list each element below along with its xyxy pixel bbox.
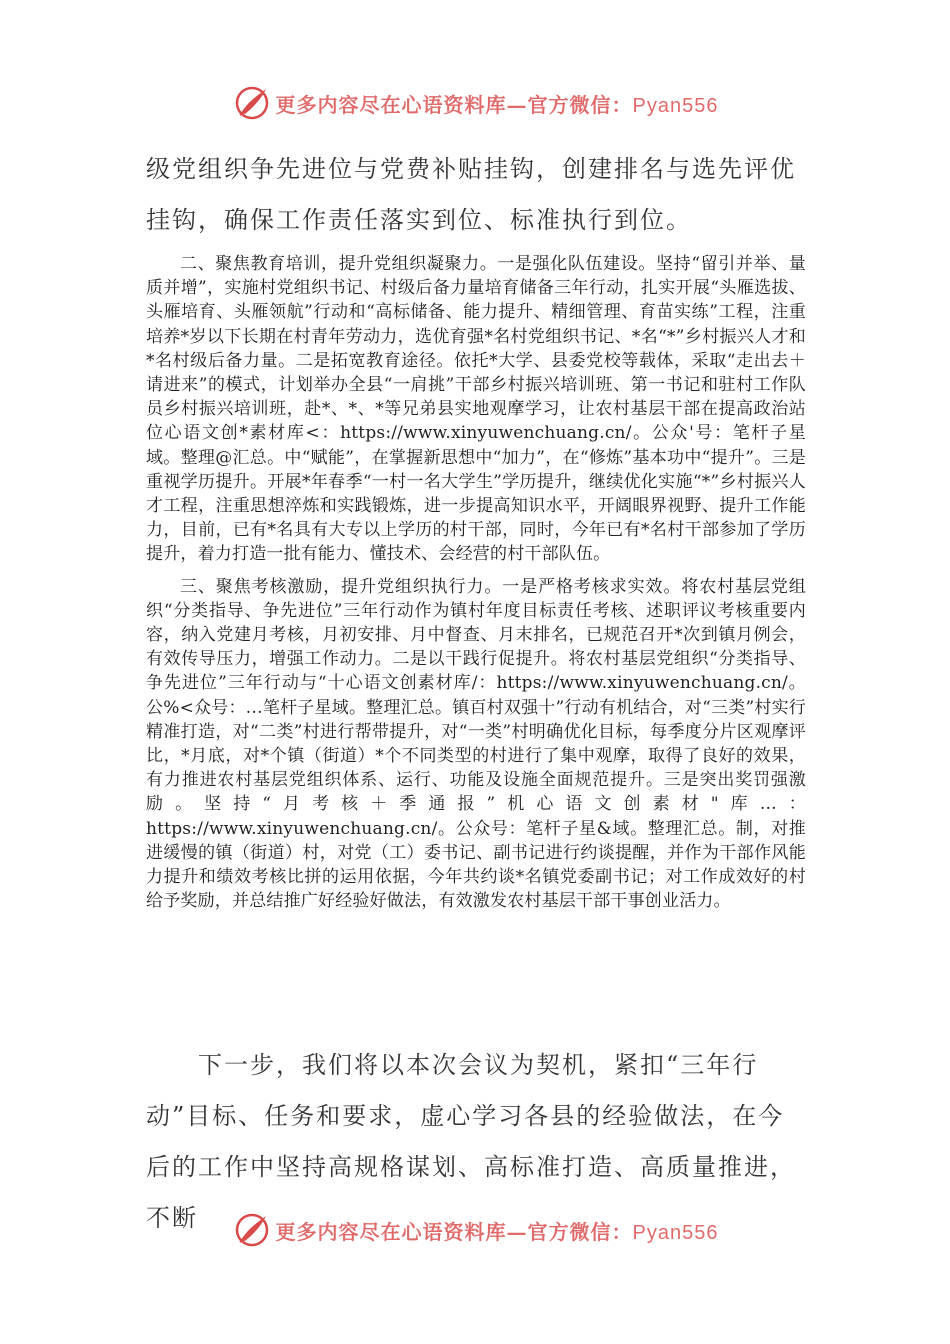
section-3-paragraph: 三、聚焦考核激励，提升党组织执行力。一是严格考核求实效。将农村基层党组织“分类指导、争先进位”三年行动作为镇村年度目标责任考核、述职评议考核重要内容，纳入党建月考核，月初安排、月中督查、月末排名，已规范召开*次到镇月例会，有效传导压力，增强工作动力。二是以干践行促提升。将农村基层党组织“分类指导、争先进位”三年行动与“十心语文创素材库/：https://www.xinyuwenchuang.cn/。公%<众号：…笔杆子星域。整理汇总。镇百村双强十”行动有机结合，对“三类”村实行精准打造，对“二类”村进行帮带提升，对“一类”村明确优化目标，每季度分片区观摩评比，*月底，对*个镇（街道）*个不同类型的村进行了集中观摩，取得了良好的效果，有力推进农村基层党组织体系、运行、功能及设施全面规范提升。三是突出奖罚强激励。坚持“月考核＋季通报”机心语文创素材"库…：https://www.xinyuwenchuang.cn/。公众号：笔杆子星&域。整理汇总。制，对推进缓慢的镇（街道）村，对党（工）委书记、副书记进行约谈提醒，并作为干部作风能力提升和绩效考核比拼的运用依据，今年共约谈*名镇党委副书记；对工作成效好的村给予奖励，并总结推广好经验好做法，有效激发农村基层干部干事创业活力。 xyxy=(146,576,806,912)
banner-text: 更多内容尽在心语资料库—官方微信：Pyan556 xyxy=(275,1219,719,1244)
closing-paragraph: 下一步，我们将以本次会议为契机，紧扣“三年行动”目标、任务和要求，虚心学习各县的经验做法，在今后的工作中坚持高规格谋划、高标准打造、高质量推进，不断 xyxy=(146,1051,796,1232)
quill-logo-icon xyxy=(232,1210,272,1250)
footer-banner xyxy=(0,1208,950,1252)
quill-logo-icon xyxy=(232,83,272,123)
header-banner xyxy=(0,81,950,125)
section-2-paragraph: 二、聚焦教育培训，提升党组织凝聚力。一是强化队伍建设。坚持“留引并举、量质并增”，实施村党组织书记、村级后备力量培育储备三年行动，扎实开展“头雁选拔、头雁培育、头雁领航”行动和“高标储备、能力提升、精细管理、育苗实练”工程，注重培养*岁以下长期在村青年劳动力，选优育强*名村党组织书记、*名“*”乡村振兴人才和*名村级后备力量。二是拓宽教育途径。依托*大学、县委党校等载体，采取“走出去＋请进来”的模式，计划举办全县“一肩挑”干部乡村振兴培训班、第一书记和驻村工作队员乡村振兴培训班，赴*、*、*等兄弟县实地观摩学习，让农村基层干部在提高政治站位心语文创*素材库<：https://www.xinyuwenchuang.cn/。公众'号：笔杆子星域。整理@汇总。中“赋能”，在掌握新思想中“加力”，在“修炼”基本功中“提升”。三是重视学历提升。开展*年春季“一村一名大学生”学历提升，继续优化实施“*”乡村振兴人才工程，注重思想淬炼和实践锻炼，进一步提高知识水平，开阔眼界视野、提升工作能力，目前，已有*名具有大专以上学历的村干部，同时，今年已有*名村干部参加了学历提升，着力打造一批有能力、懂技术、会经营的村干部队伍。 xyxy=(146,254,806,565)
document-body xyxy=(146,252,806,921)
banner-text: 更多内容尽在心语资料库—官方微信：Pyan556 xyxy=(275,92,719,117)
intro-paragraph: 级党组织争先进位与党费补贴挂钩，创建排名与选先评优挂钩，确保工作责任落实到位、标准执行到位。 xyxy=(146,155,796,234)
